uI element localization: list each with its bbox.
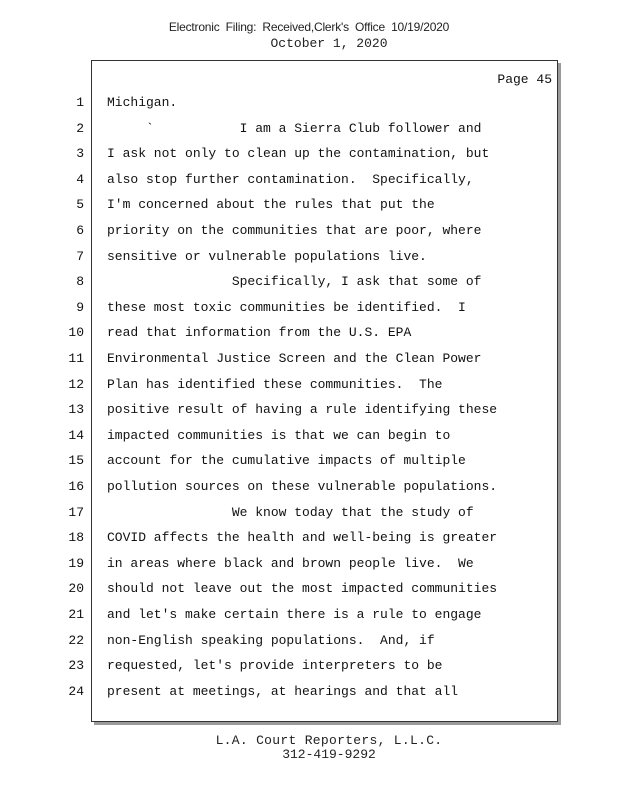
line-text: present at meetings, at hearings and that all (107, 683, 459, 699)
line-text: Environmental Justice Screen and the Clean Power (107, 351, 482, 366)
line-number: 2 (76, 120, 84, 136)
line-number: 15 (68, 453, 84, 469)
line-number: 18 (68, 530, 84, 546)
line-text: I ask not only to clean up the contamination, but (107, 146, 490, 162)
line-number: 24 (68, 683, 84, 699)
line-number: 9 (76, 299, 84, 315)
line-number: 17 (68, 504, 84, 520)
line-text: impacted communities is that we can begin to (107, 427, 451, 443)
line-number: 6 (76, 223, 84, 238)
filing-stamp: Electronic Filing: Received,Clerk's Office 10/19/2020 (168, 20, 450, 34)
line-text: these most toxic communities be identified. I (107, 299, 466, 315)
line-number: 7 (76, 248, 84, 264)
line-number: 23 (68, 658, 84, 674)
line-number: 11 (68, 351, 84, 366)
line-number: 20 (68, 581, 84, 597)
line-text: positive result of having a rule identifying these (107, 402, 498, 418)
line-number: 10 (68, 325, 84, 341)
line-number: 4 (76, 171, 84, 187)
line-number: 3 (76, 146, 84, 162)
line-text: requested, let's provide interpreters to be (107, 658, 443, 674)
line-text: non-English speaking populations. And, if (107, 632, 435, 648)
line-number: 16 (68, 479, 84, 494)
line-number: 12 (68, 376, 84, 392)
line-text: read that information from the U.S. EPA (107, 325, 412, 341)
line-text: We know today that the study of (107, 504, 474, 520)
line-text: in areas where black and brown people live. We (107, 555, 474, 571)
line-text: and let's make certain there is a rule to engage (107, 607, 482, 622)
transcript-date: October 1, 2020 (270, 36, 388, 51)
line-text: priority on the communities that are poor, where (107, 223, 482, 238)
line-text: Michigan. (107, 95, 178, 110)
line-text: I'm concerned about the rules that put the (107, 197, 435, 213)
line-text: pollution sources on these vulnerable populations. (107, 479, 498, 494)
line-number: 5 (76, 197, 84, 213)
line-text: sensitive or vulnerable populations live. (107, 248, 427, 264)
line-number: 8 (76, 274, 84, 290)
line-text: Specifically, I ask that some of (107, 274, 482, 290)
line-text: also stop further contamination. Specifically, (107, 171, 474, 187)
line-number: 21 (68, 607, 84, 622)
footer-phone: 312-419-9292 (282, 747, 376, 762)
footer-company: L.A. Court Reporters, L.L.C. (215, 733, 443, 748)
line-text: Plan has identified these communities. The (107, 376, 443, 392)
line-text: account for the cumulative impacts of multiple (107, 453, 466, 469)
line-text: ` I am a Sierra Club follower and (107, 120, 482, 136)
line-text: should not leave out the most impacted communities (107, 581, 498, 597)
line-text: COVID affects the health and well-being is greater (107, 530, 498, 546)
line-number: 13 (68, 402, 84, 418)
line-number: 1 (76, 95, 84, 110)
page-number: Page 45 (497, 72, 552, 87)
line-number: 22 (68, 632, 84, 648)
line-number: 19 (68, 555, 84, 571)
line-number: 14 (68, 427, 84, 443)
